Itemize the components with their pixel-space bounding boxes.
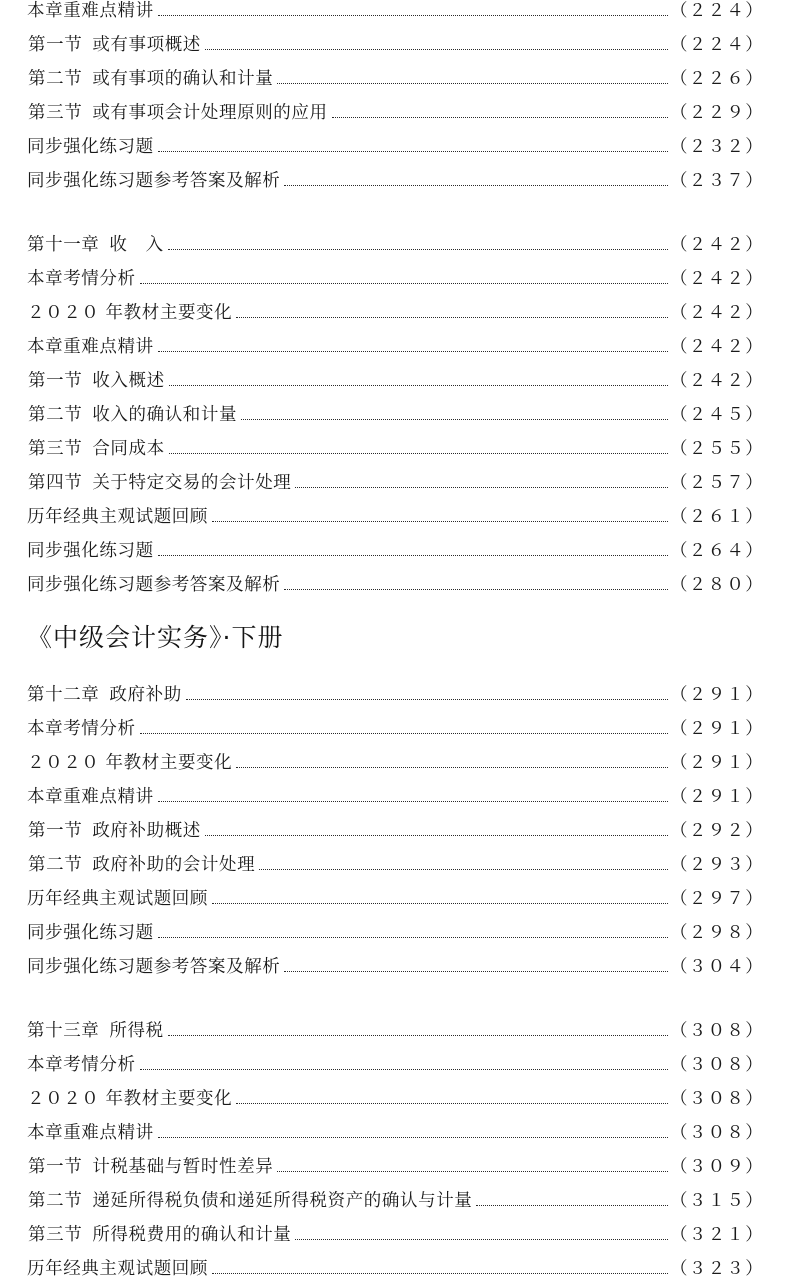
toc-page-number: （２５７） bbox=[670, 475, 764, 495]
leader-dots bbox=[332, 116, 668, 118]
leader-dots bbox=[236, 316, 668, 318]
toc-entry[interactable] bbox=[27, 0, 764, 22]
toc-entry[interactable] bbox=[27, 290, 764, 324]
toc-entry[interactable] bbox=[27, 324, 764, 358]
toc-entry[interactable] bbox=[27, 256, 764, 290]
toc-entry-title: 政府补助的会计处理 bbox=[92, 855, 255, 875]
toc-page-number: （２６４） bbox=[670, 543, 764, 563]
leader-dots bbox=[236, 1102, 668, 1104]
toc-page-number: （３０８） bbox=[670, 1057, 764, 1077]
leader-dots bbox=[212, 902, 668, 904]
toc-entry[interactable] bbox=[27, 910, 764, 944]
leader-dots bbox=[158, 14, 668, 16]
toc-entry-label: 同步强化练习题 bbox=[27, 139, 154, 159]
toc-entry-label bbox=[27, 71, 273, 91]
toc-entry-label: 本章考情分析 bbox=[27, 1057, 136, 1077]
toc-page-number: （２９１） bbox=[670, 687, 764, 707]
leader-dots bbox=[284, 184, 668, 186]
toc-page-number: （２２６） bbox=[670, 71, 764, 91]
toc-entry[interactable] bbox=[27, 1008, 764, 1042]
toc-entry-title: 或有事项会计处理原则的应用 bbox=[92, 103, 327, 123]
toc-entry-label bbox=[27, 37, 201, 57]
toc-entry-label: 同步强化练习题 bbox=[27, 925, 154, 945]
leader-dots bbox=[284, 588, 668, 590]
toc-page-number: （３０８） bbox=[670, 1023, 764, 1043]
toc-section-number: 第二节 bbox=[28, 1193, 82, 1211]
toc-entry[interactable] bbox=[27, 1144, 764, 1178]
toc-entry[interactable] bbox=[27, 1110, 764, 1144]
toc-entry-title: 关于特定交易的会计处理 bbox=[92, 473, 291, 493]
toc-entry-label bbox=[27, 1023, 164, 1043]
toc-page-number: （２３２） bbox=[670, 139, 764, 159]
toc-section-number: 第二节 bbox=[28, 407, 82, 425]
toc-entry-label bbox=[27, 1227, 291, 1247]
toc-entry[interactable] bbox=[27, 358, 764, 392]
toc-entry-label: 同步强化练习题参考答案及解析 bbox=[27, 173, 280, 193]
toc-page-number: （２２９） bbox=[670, 105, 764, 125]
toc-entry-label: 本章重难点精讲 bbox=[27, 3, 154, 23]
toc-entry-label bbox=[27, 475, 291, 495]
toc-entry[interactable] bbox=[27, 90, 764, 124]
toc-page-number: （２２４） bbox=[670, 37, 764, 57]
toc-entry-title: 或有事项概述 bbox=[92, 35, 201, 55]
toc-entry[interactable] bbox=[27, 706, 764, 740]
toc-entry-title: 合同成本 bbox=[92, 439, 164, 459]
toc-page-number: （３０４） bbox=[670, 959, 764, 979]
toc-section-number: 第一节 bbox=[28, 37, 82, 55]
toc-page-number: （２９８） bbox=[670, 925, 764, 945]
toc-entry-title: 所得税 bbox=[109, 1021, 163, 1041]
toc-page-number: （３０８） bbox=[670, 1091, 764, 1111]
toc-section-number: 第一节 bbox=[28, 373, 82, 391]
leader-dots bbox=[140, 1068, 668, 1070]
toc-page-number: （３０９） bbox=[670, 1159, 764, 1179]
toc-page-number: （２６１） bbox=[670, 509, 764, 529]
toc-group-government-grants bbox=[27, 672, 767, 978]
toc-section-number: 第三节 bbox=[28, 105, 82, 123]
toc-page-number: （３０８） bbox=[670, 1125, 764, 1145]
toc-entry[interactable] bbox=[27, 56, 764, 90]
toc-section-number: 第二节 bbox=[28, 857, 82, 875]
toc-chapter-number: 第十三章 bbox=[27, 1023, 99, 1041]
toc-group-revenue bbox=[27, 222, 767, 596]
toc-entry-label bbox=[27, 1159, 273, 1179]
toc-section-number: 第四节 bbox=[28, 475, 82, 493]
leader-dots bbox=[295, 1238, 668, 1240]
toc-entry[interactable] bbox=[27, 1212, 764, 1246]
leader-dots bbox=[168, 248, 668, 250]
toc-entry[interactable] bbox=[27, 22, 764, 56]
toc-page-number: （２４２） bbox=[670, 305, 764, 325]
toc-entry-label bbox=[27, 407, 237, 427]
toc-entry[interactable] bbox=[27, 222, 764, 256]
toc-entry-label bbox=[27, 857, 255, 877]
leader-dots bbox=[284, 970, 668, 972]
toc-entry-label: 同步强化练习题参考答案及解析 bbox=[27, 959, 280, 979]
toc-group-income-tax bbox=[27, 1008, 767, 1280]
toc-entry-title: 政府补助概述 bbox=[92, 821, 201, 841]
toc-page-number: （３２１） bbox=[670, 1227, 764, 1247]
leader-dots bbox=[205, 48, 668, 50]
toc-entry-title: 所得税费用的确认和计量 bbox=[92, 1225, 291, 1245]
leader-dots bbox=[212, 520, 668, 522]
toc-page-number: （２５５） bbox=[670, 441, 764, 461]
leader-dots bbox=[158, 554, 668, 556]
toc-entry[interactable] bbox=[27, 876, 764, 910]
toc-entry[interactable] bbox=[27, 842, 764, 876]
leader-dots bbox=[169, 452, 668, 454]
leader-dots bbox=[168, 1034, 668, 1036]
leader-dots bbox=[158, 150, 668, 152]
toc-entry-label bbox=[27, 823, 201, 843]
toc-entry-title: 收入概述 bbox=[92, 371, 164, 391]
toc-page-number: （２４２） bbox=[670, 237, 764, 257]
toc-entry-title: 或有事项的确认和计量 bbox=[92, 69, 273, 89]
toc-entry[interactable] bbox=[27, 1246, 764, 1280]
toc-page-number: （２８０） bbox=[670, 577, 764, 597]
toc-entry-label: 同步强化练习题参考答案及解析 bbox=[27, 577, 280, 597]
table-of-contents bbox=[27, 0, 767, 1280]
leader-dots bbox=[476, 1204, 668, 1206]
toc-page-number: （２４２） bbox=[670, 271, 764, 291]
toc-entry-title: 收入的确认和计量 bbox=[92, 405, 237, 425]
toc-page-number: （２９１） bbox=[670, 755, 764, 775]
toc-group-contingencies bbox=[27, 0, 767, 192]
toc-page-number: （２３７） bbox=[670, 173, 764, 193]
toc-page-number: （２９１） bbox=[670, 721, 764, 741]
toc-entry-label: 历年经典主观试题回顾 bbox=[27, 1261, 208, 1280]
toc-entry-label bbox=[27, 105, 328, 125]
leader-dots bbox=[259, 868, 668, 870]
leader-dots bbox=[140, 732, 668, 734]
toc-page-number: （２４２） bbox=[670, 339, 764, 359]
toc-entry[interactable] bbox=[27, 460, 764, 494]
toc-entry-label: ２０２０ 年教材主要变化 bbox=[27, 1091, 232, 1111]
toc-page-number: （２２４） bbox=[670, 3, 764, 23]
toc-section-number: 第一节 bbox=[28, 1159, 82, 1177]
toc-entry-title: 收 入 bbox=[109, 235, 163, 255]
leader-dots bbox=[295, 486, 668, 488]
toc-page-number: （２４２） bbox=[670, 373, 764, 393]
toc-entry-label bbox=[27, 1193, 472, 1213]
toc-section-number: 第二节 bbox=[28, 71, 82, 89]
leader-dots bbox=[277, 82, 668, 84]
toc-entry[interactable] bbox=[27, 1042, 764, 1076]
toc-entry-label bbox=[27, 687, 182, 707]
toc-page-number: （２９１） bbox=[670, 789, 764, 809]
toc-entry-label bbox=[27, 373, 165, 393]
toc-page-number: （２４５） bbox=[670, 407, 764, 427]
toc-entry-label bbox=[27, 441, 165, 461]
leader-dots bbox=[236, 766, 668, 768]
toc-entry[interactable] bbox=[27, 124, 764, 158]
leader-dots bbox=[169, 384, 668, 386]
toc-entry[interactable] bbox=[27, 1178, 764, 1212]
leader-dots bbox=[186, 698, 668, 700]
toc-entry-label: 本章考情分析 bbox=[27, 721, 136, 741]
toc-entry[interactable] bbox=[27, 774, 764, 808]
toc-entry-title: 政府补助 bbox=[109, 685, 181, 705]
leader-dots bbox=[277, 1170, 668, 1172]
toc-page-number: （２９７） bbox=[670, 891, 764, 911]
toc-entry-label: 本章重难点精讲 bbox=[27, 789, 154, 809]
toc-entry-label bbox=[27, 237, 164, 257]
toc-entry-title: 递延所得税负债和递延所得税资产的确认与计量 bbox=[92, 1191, 472, 1211]
toc-entry-label: ２０２０ 年教材主要变化 bbox=[27, 755, 232, 775]
toc-page-number: （３２３） bbox=[670, 1261, 764, 1280]
toc-entry-label: 本章重难点精讲 bbox=[27, 339, 154, 359]
toc-entry[interactable] bbox=[27, 494, 764, 528]
toc-entry[interactable] bbox=[27, 740, 764, 774]
toc-entry[interactable] bbox=[27, 426, 764, 460]
toc-entry[interactable] bbox=[27, 672, 764, 706]
group-spacer bbox=[27, 192, 767, 222]
toc-entry-label: 本章重难点精讲 bbox=[27, 1125, 154, 1145]
toc-page-number: （２９２） bbox=[670, 823, 764, 843]
toc-entry[interactable] bbox=[27, 528, 764, 562]
volume-heading: 《中级会计实务》·下册 bbox=[27, 618, 767, 658]
group-spacer bbox=[27, 978, 767, 1008]
leader-dots bbox=[158, 1136, 668, 1138]
leader-dots bbox=[158, 350, 668, 352]
leader-dots bbox=[241, 418, 668, 420]
leader-dots bbox=[205, 834, 668, 836]
toc-entry-label: ２０２０ 年教材主要变化 bbox=[27, 305, 232, 325]
toc-chapter-number: 第十二章 bbox=[27, 687, 99, 705]
leader-dots bbox=[140, 282, 668, 284]
leader-dots bbox=[212, 1272, 668, 1274]
toc-entry[interactable] bbox=[27, 1076, 764, 1110]
toc-chapter-number: 第十一章 bbox=[27, 237, 99, 255]
toc-entry-label: 本章考情分析 bbox=[27, 271, 136, 291]
toc-entry[interactable] bbox=[27, 808, 764, 842]
toc-section-number: 第一节 bbox=[28, 823, 82, 841]
toc-entry-label: 历年经典主观试题回顾 bbox=[27, 891, 208, 911]
toc-entry[interactable] bbox=[27, 392, 764, 426]
toc-page-number: （２９３） bbox=[670, 857, 764, 877]
toc-page-number: （３１５） bbox=[670, 1193, 764, 1213]
toc-entry[interactable] bbox=[27, 158, 764, 192]
toc-entry-label: 同步强化练习题 bbox=[27, 543, 154, 563]
toc-section-number: 第三节 bbox=[28, 1227, 82, 1245]
toc-entry-label: 历年经典主观试题回顾 bbox=[27, 509, 208, 529]
toc-section-number: 第三节 bbox=[28, 441, 82, 459]
leader-dots bbox=[158, 800, 668, 802]
toc-entry[interactable] bbox=[27, 944, 764, 978]
toc-entry-title: 计税基础与暂时性差异 bbox=[92, 1157, 273, 1177]
leader-dots bbox=[158, 936, 668, 938]
toc-entry[interactable] bbox=[27, 562, 764, 596]
